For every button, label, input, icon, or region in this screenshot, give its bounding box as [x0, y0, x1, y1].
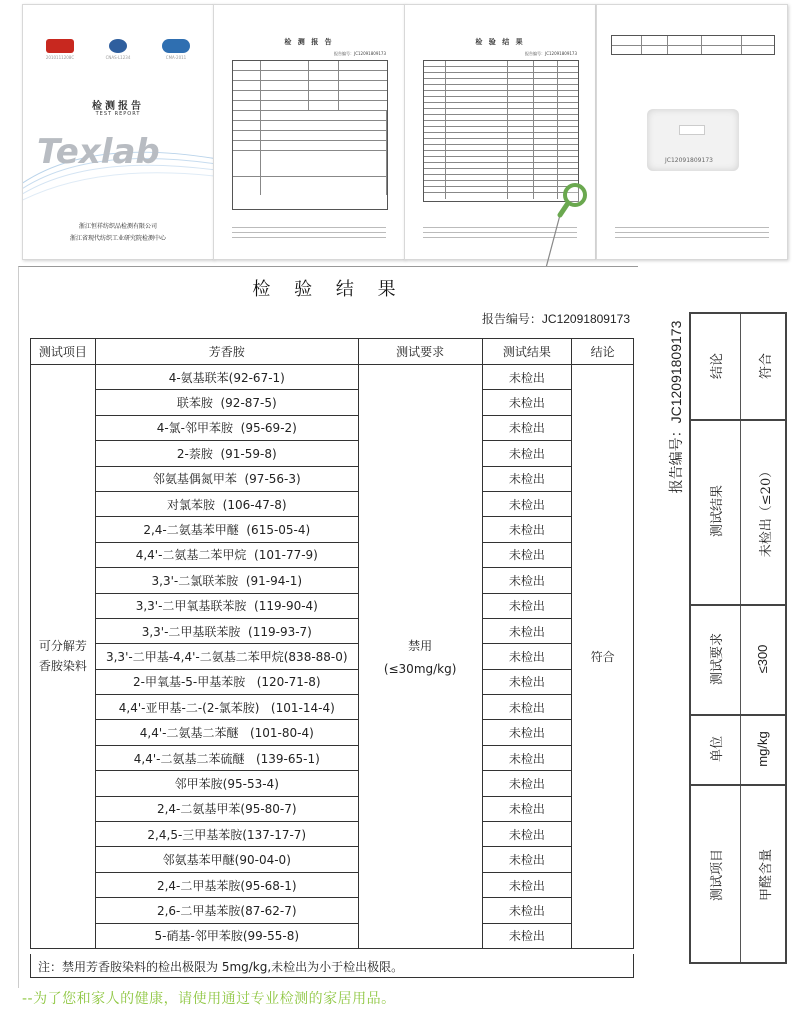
conclusion-cell: 符合: [572, 365, 634, 949]
amine-name-cell: 2,4-二氨基苯甲醚 (615-05-4): [95, 517, 358, 542]
certification-logos: [23, 39, 213, 61]
amine-name-cell: 邻氨基偶氮甲苯 (97-56-3): [95, 466, 358, 491]
fm-value-conclusion: 符合: [759, 353, 774, 380]
table-row: [31, 898, 634, 923]
report-page-thumbnail[interactable]: [213, 4, 405, 260]
table-header-row: [31, 339, 634, 365]
amine-name-cell: 4,4'-二氨基二苯甲烷 (101-77-9): [95, 542, 358, 567]
amine-name-cell: 3,3'-二甲基-4,4'-二氨基二苯甲烷(838-88-0): [95, 644, 358, 669]
header-conclusion: 结论: [572, 339, 634, 365]
texlab-logo: [23, 115, 214, 215]
amine-name-cell: 对氯苯胺 (106-47-8): [95, 491, 358, 516]
header-requirement: 测试要求: [358, 339, 482, 365]
result-cell: 未检出: [482, 872, 572, 897]
table-row: [31, 593, 634, 618]
result-cell: 未检出: [482, 720, 572, 745]
result-cell: 未检出: [482, 542, 572, 567]
cover-organization: 浙江恒祥纺织品检测有限公司 浙江省现代纺织工业研究院检测中心: [69, 223, 166, 242]
result-cell: 未检出: [482, 644, 572, 669]
report-number: 报告编号：JC12091809173: [481, 312, 630, 326]
table-row: [31, 390, 634, 415]
fm-header-requirement: 测试要求: [710, 633, 725, 686]
result-cell: 未检出: [482, 390, 572, 415]
table-row: [31, 491, 634, 516]
table-row: [31, 695, 634, 720]
result-cell: 未检出: [482, 923, 572, 948]
table-row: [31, 644, 634, 669]
cover-subtitle: TEST REPORT: [95, 111, 141, 117]
test-item-cell: 可分解芳香胺染料: [31, 365, 96, 949]
amine-name-cell: 4-氯-邻甲苯胺 (95-69-2): [95, 415, 358, 440]
result-cell: 未检出: [482, 365, 572, 390]
amine-name-cell: 4,4'-二氨基二苯硫醚 (139-65-1): [95, 745, 358, 770]
fm-header-conclusion: 结论: [710, 353, 725, 380]
thumb-report-table: [232, 60, 388, 210]
table-row: [31, 847, 634, 872]
result-cell: 未检出: [482, 618, 572, 643]
table-row: [31, 415, 634, 440]
fm-value-unit: mg/kg: [755, 731, 770, 767]
cnas-logo: CMA·2011: [158, 39, 194, 61]
amine-name-cell: 3,3'-二甲基联苯胺 (119-93-7): [95, 618, 358, 643]
amine-name-cell: 4,4'-亚甲基-二-(2-氯苯胺) (101-14-4): [95, 695, 358, 720]
amine-name-cell: 2,4-二甲基苯胺(95-68-1): [95, 872, 358, 897]
fm-value-requirement: ≤300: [755, 644, 770, 674]
svg-text:Texlab: Texlab: [37, 132, 160, 172]
result-cell: 未检出: [482, 517, 572, 542]
table-row: [31, 568, 634, 593]
result-cell: 未检出: [482, 771, 572, 796]
result-cell: 未检出: [482, 796, 572, 821]
result-cell: 未检出: [482, 441, 572, 466]
thumb-report-no: 报告编号：JC12091809173: [334, 51, 386, 56]
header-test-item: 测试项目: [31, 339, 96, 365]
thumb-report-footer: [232, 223, 386, 243]
table-row: [31, 441, 634, 466]
table-row: [31, 669, 634, 694]
fm-header-result: 测试结果: [710, 485, 725, 538]
fm-header-unit: 单位: [710, 736, 725, 763]
amine-name-cell: 4,4'-二氨基二苯醚 (101-80-4): [95, 720, 358, 745]
result-cell: 未检出: [482, 745, 572, 770]
result-cell: 未检出: [482, 669, 572, 694]
result-cell: 未检出: [482, 491, 572, 516]
table-row: [31, 365, 634, 390]
requirement-line2: (≤30mg/kg): [383, 661, 457, 676]
result-cell: 未检出: [482, 822, 572, 847]
thumb-formaldehyde-table: [611, 35, 775, 55]
formaldehyde-page-thumbnail[interactable]: [596, 4, 788, 260]
result-cell: 未检出: [482, 847, 572, 872]
amine-name-cell: 4-氨基联苯(92-67-1): [95, 365, 358, 390]
sample-photo: JC12091809173: [647, 109, 739, 171]
amine-name-cell: 2-甲氧基-5-甲基苯胺 (120-71-8): [95, 669, 358, 694]
table-row: [31, 618, 634, 643]
cover-title: 检测报告: [92, 101, 144, 112]
amine-name-cell: 3,3'-二氯联苯胺 (91-94-1): [95, 568, 358, 593]
amine-name-cell: 2,4,5-三甲基苯胺(137-17-7): [95, 822, 358, 847]
amine-name-cell: 联苯胺 (92-87-5): [95, 390, 358, 415]
amine-name-cell: 3,3'-二甲氧基联苯胺 (119-90-4): [95, 593, 358, 618]
table-row: [31, 720, 634, 745]
header-amine: 芳香胺: [95, 339, 358, 365]
result-page-thumbnail[interactable]: [404, 4, 596, 260]
aromatic-amine-table: [30, 338, 634, 949]
requirement-line1: 禁用: [408, 638, 433, 653]
thumb-result-no: 报告编号：JC12091809173: [525, 51, 577, 56]
formaldehyde-report-number: 报告编号：JC12091809173: [668, 320, 684, 494]
table-row: [31, 822, 634, 847]
fm-header-item: 测试项目: [710, 849, 725, 902]
thumb-result-footer: [423, 223, 577, 243]
result-cell: 未检出: [482, 568, 572, 593]
magnifier-icon: [557, 181, 589, 221]
cover-thumbnail[interactable]: [22, 4, 214, 260]
result-cell: 未检出: [482, 466, 572, 491]
table-row: [31, 542, 634, 567]
ilac-logo: CNAS·L1234: [100, 39, 136, 61]
report-note: 注：禁用芳香胺染料的检出极限为 5mg/kg,未检出为小于检出极限。: [30, 954, 634, 978]
result-cell: 未检出: [482, 695, 572, 720]
table-row: [31, 745, 634, 770]
fm-value-result: 未检出（≤20）: [759, 464, 774, 558]
thumb-report-title: 检 测 报 告: [284, 38, 334, 46]
amine-name-cell: 5-硝基-邻甲苯胺(99-55-8): [95, 923, 358, 948]
fm-value-item: 甲醛含量: [759, 849, 774, 902]
table-row: [31, 466, 634, 491]
formaldehyde-report: [655, 270, 795, 990]
inspection-result-report: [18, 266, 638, 988]
formaldehyde-table: [689, 312, 787, 964]
table-row: [31, 923, 634, 948]
amine-name-cell: 2,6-二甲基苯胺(87-62-7): [95, 898, 358, 923]
table-row: [31, 771, 634, 796]
table-row: [31, 872, 634, 897]
amine-name-cell: 2-萘胺 (91-59-8): [95, 441, 358, 466]
amine-name-cell: 邻甲苯胺(95-53-4): [95, 771, 358, 796]
cma-logo: 2010111208C: [42, 39, 78, 61]
thumb-result-table: [423, 60, 579, 202]
requirement-cell: [358, 365, 482, 949]
table-row: [31, 517, 634, 542]
amine-name-cell: 邻氨基苯甲醚(90-04-0): [95, 847, 358, 872]
thumb-formaldehyde-footer: [615, 223, 769, 243]
report-title: 检 验 结 果: [252, 279, 405, 300]
footer-slogan: --为了您和家人的健康，请使用通过专业检测的家居用品。: [22, 991, 396, 1007]
header-result: 测试结果: [482, 339, 572, 365]
result-cell: 未检出: [482, 898, 572, 923]
amine-name-cell: 2,4-二氨基甲苯(95-80-7): [95, 796, 358, 821]
thumb-result-title: 检 验 结 果: [475, 38, 525, 46]
result-cell: 未检出: [482, 415, 572, 440]
result-cell: 未检出: [482, 593, 572, 618]
table-row: [31, 796, 634, 821]
